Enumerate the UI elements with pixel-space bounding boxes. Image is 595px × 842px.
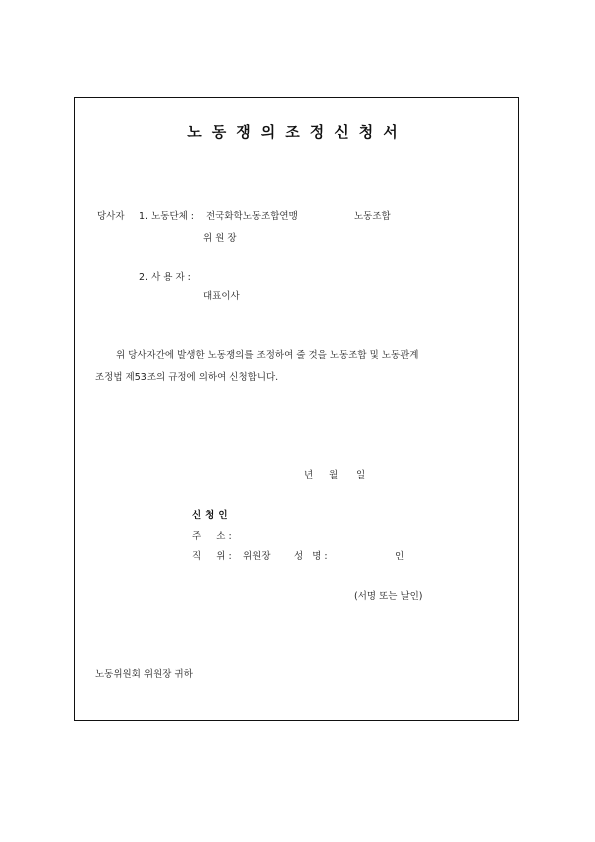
date-day: 일 [356,470,366,481]
form-title: 노동쟁의조정신청서 [187,123,408,141]
union-label: 1. 노동단체 : [139,211,195,222]
position-label: 직 위 : [192,551,232,562]
employer-rep-title: 대표이사 [203,291,240,302]
union-type: 노동조합 [354,211,391,222]
parties-label: 당사자 [97,211,125,222]
body-line-1: 위 당사자간에 발생한 노동쟁의를 조정하여 줄 것을 노동조합 및 노동관계 [116,350,419,361]
form-border [74,97,519,721]
seal-label: 인 [395,551,405,562]
employer-label: 2. 사 용 자 : [139,272,191,283]
recipient: 노동위원회 위원장 귀하 [95,669,193,680]
date-year: 년 [304,470,314,481]
applicant-label: 신청인 [192,510,232,521]
body-line-2: 조정법 제53조의 규정에 의하여 신청합니다. [95,372,279,383]
signature-note: (서명 또는 날인) [354,591,423,602]
name-label: 성 명 : [294,551,328,562]
date-month: 월 [329,470,339,481]
union-rep-title: 위 원 장 [203,233,237,244]
address-label: 주 소 : [192,531,232,542]
position-value: 위원장 [243,551,271,562]
union-name: 전국화학노동조합연맹 [206,211,298,222]
